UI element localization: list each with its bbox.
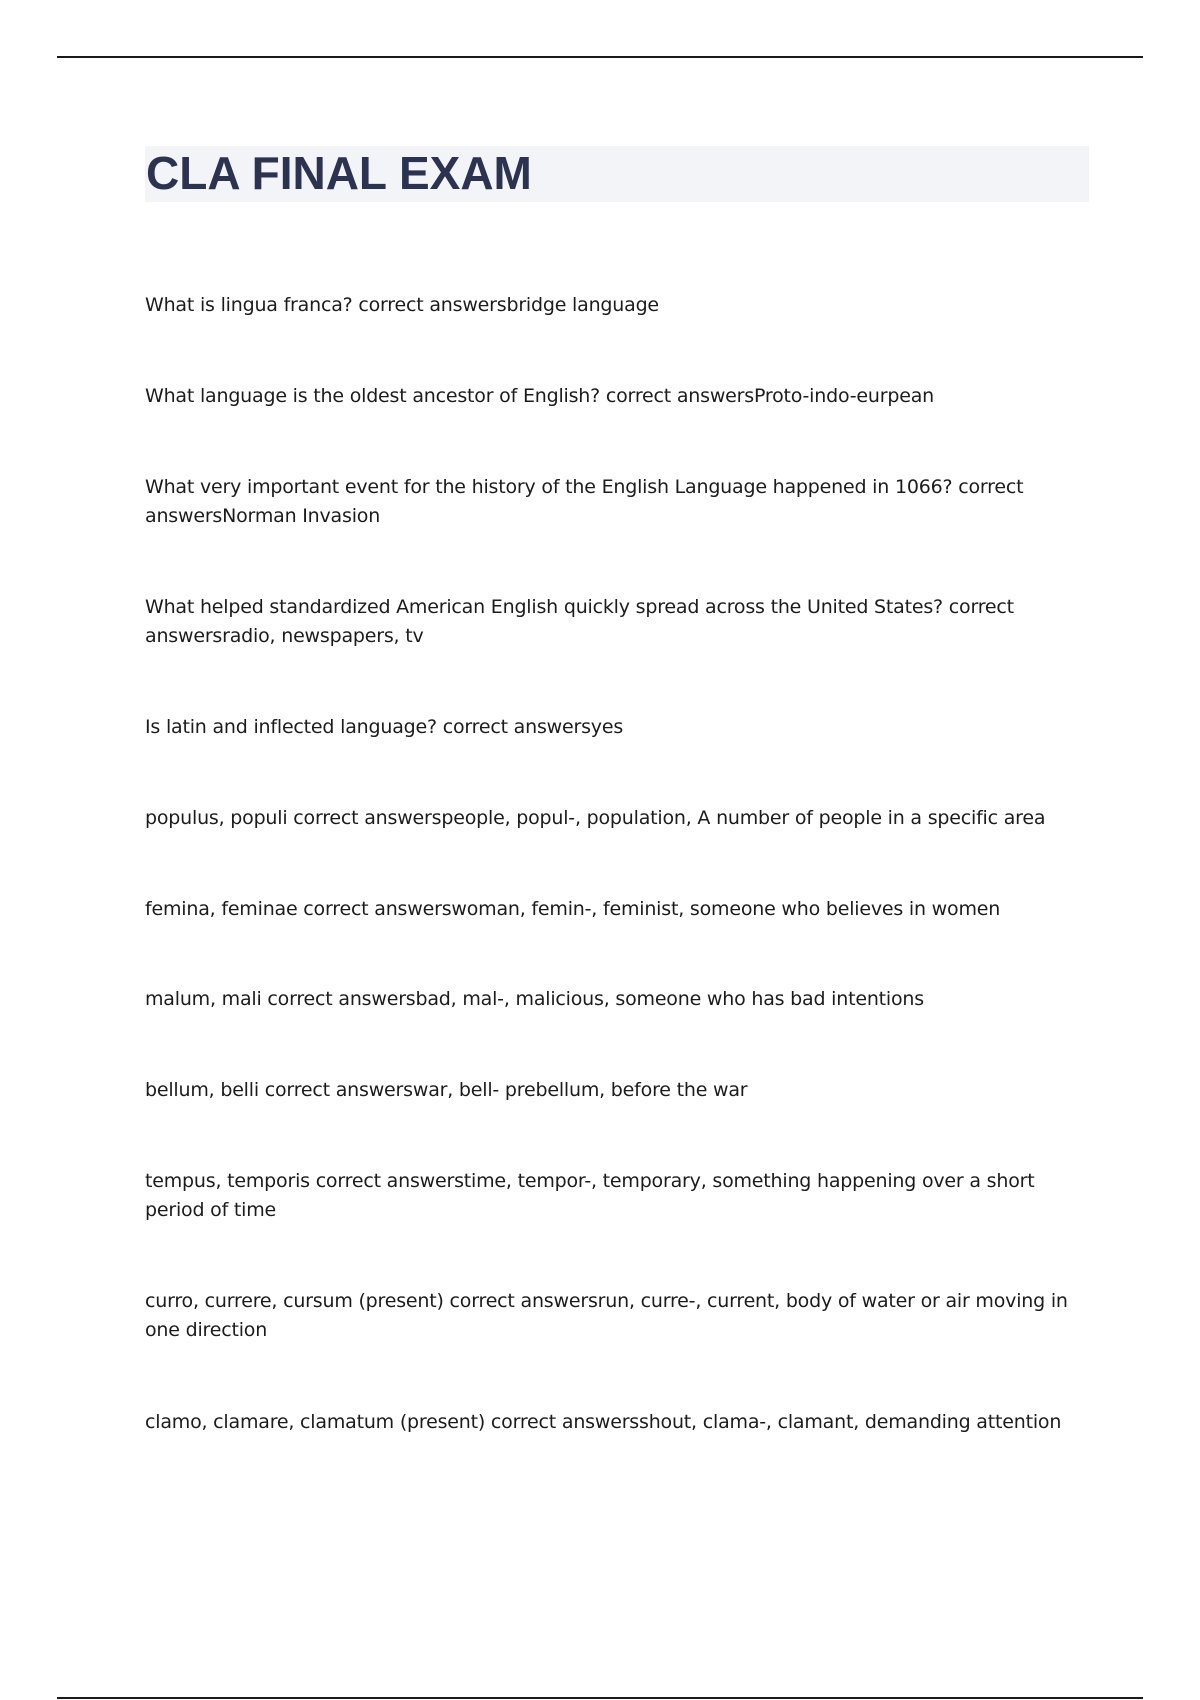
qa-item: femina, feminae correct answerswoman, femin-, feminist, someone who believes in women: [145, 898, 1001, 920]
qa-item: populus, populi correct answerspeople, popul-, population, A number of people in a specific area: [145, 807, 1046, 829]
qa-item: malum, mali correct answersbad, mal-, malicious, someone who has bad intentions: [145, 988, 924, 1010]
qa-item: tempus, temporis correct answerstime, tempor-, temporary, something happening over a short period of time: [145, 1170, 1035, 1221]
qa-item: Is latin and inflected language? correct answersyes: [145, 716, 624, 738]
qa-item: What language is the oldest ancestor of English? correct answersProto-indo-eurpean: [145, 385, 934, 407]
qa-item: What is lingua franca? correct answersbridge language: [145, 294, 659, 316]
bottom-rule: [57, 1697, 1143, 1699]
document-title: CLA FINAL EXAM: [146, 147, 532, 199]
qa-item: bellum, belli correct answerswar, bell- prebellum, before the war: [145, 1079, 748, 1101]
qa-item: clamo, clamare, clamatum (present) correct answersshout, clama-, clamant, demanding attention: [145, 1411, 1062, 1433]
qa-item: What very important event for the history of the English Language happened in 1066? correct answersNorman Invasion: [145, 476, 1024, 527]
top-rule: [57, 56, 1143, 58]
qa-item: curro, currere, cursum (present) correct answersrun, curre-, current, body of water or air moving in one direction: [145, 1290, 1068, 1341]
qa-item: What helped standardized American English quickly spread across the United States? correct answersradio, newspapers, tv: [145, 596, 1014, 647]
